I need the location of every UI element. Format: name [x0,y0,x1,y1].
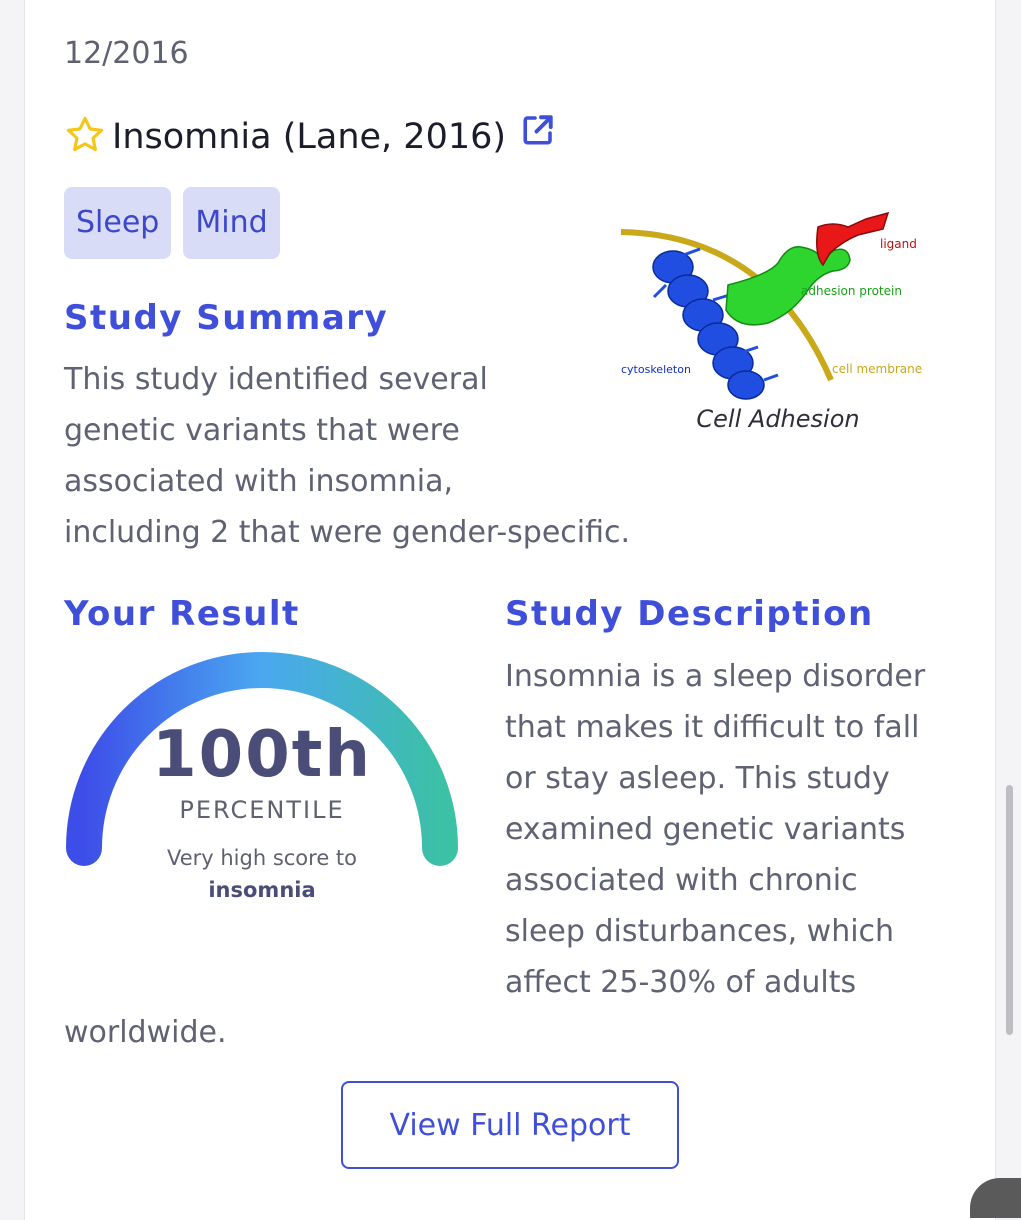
percentile-value: 100th [152,718,372,792]
description-line: affect 25-30% of adults [505,965,857,1000]
description-line: examined genetic variants [505,812,906,847]
view-full-report-button[interactable]: View Full Report [341,1081,679,1169]
your-result-heading: Your Result [64,594,300,634]
study-date: 12/2016 [64,36,189,71]
summary-line: This study identified several [64,362,488,397]
study-description-text [505,651,925,1008]
summary-line: associated with insomnia, [64,464,454,499]
percentile-label: PERCENTILE [179,796,345,824]
percentile-desc-trait: insomnia [208,878,316,902]
tag-sleep[interactable]: Sleep [64,187,171,259]
label-cytoskeleton: cytoskeleton [621,363,691,376]
description-line: sleep disturbances, which [505,914,895,949]
star-icon[interactable] [64,114,106,160]
description-line: that makes it difficult to fall [505,710,920,745]
study-summary-text [64,354,630,558]
study-summary-heading: Study Summary [64,298,389,338]
summary-line: genetic variants that were [64,413,460,448]
label-ligand: ligand [880,237,917,251]
description-line: associated with chronic [505,863,858,898]
label-cell-membrane: cell membrane [832,362,923,376]
label-adhesion-protein: adhesion protein [801,284,902,298]
percentile-desc-prefix: Very high score to [166,846,358,870]
study-description-heading: Study Description [505,594,874,634]
ligand-shape [817,213,888,265]
description-tail: worldwide. [64,1015,227,1050]
description-line: or stay asleep. This study [505,761,890,796]
percentile-description [64,842,460,906]
tag-mind[interactable]: Mind [183,187,279,259]
study-title: Insomnia (Lane, 2016) [112,117,507,157]
summary-line: including 2 that were gender-specific. [64,515,631,550]
title-row [64,112,556,162]
figure-caption: Cell Adhesion [696,405,860,433]
tag-list [64,187,280,259]
external-link-icon[interactable] [520,112,556,152]
scrollbar-thumb[interactable] [1006,785,1013,1035]
description-line: Insomnia is a sleep disorder [505,659,926,694]
